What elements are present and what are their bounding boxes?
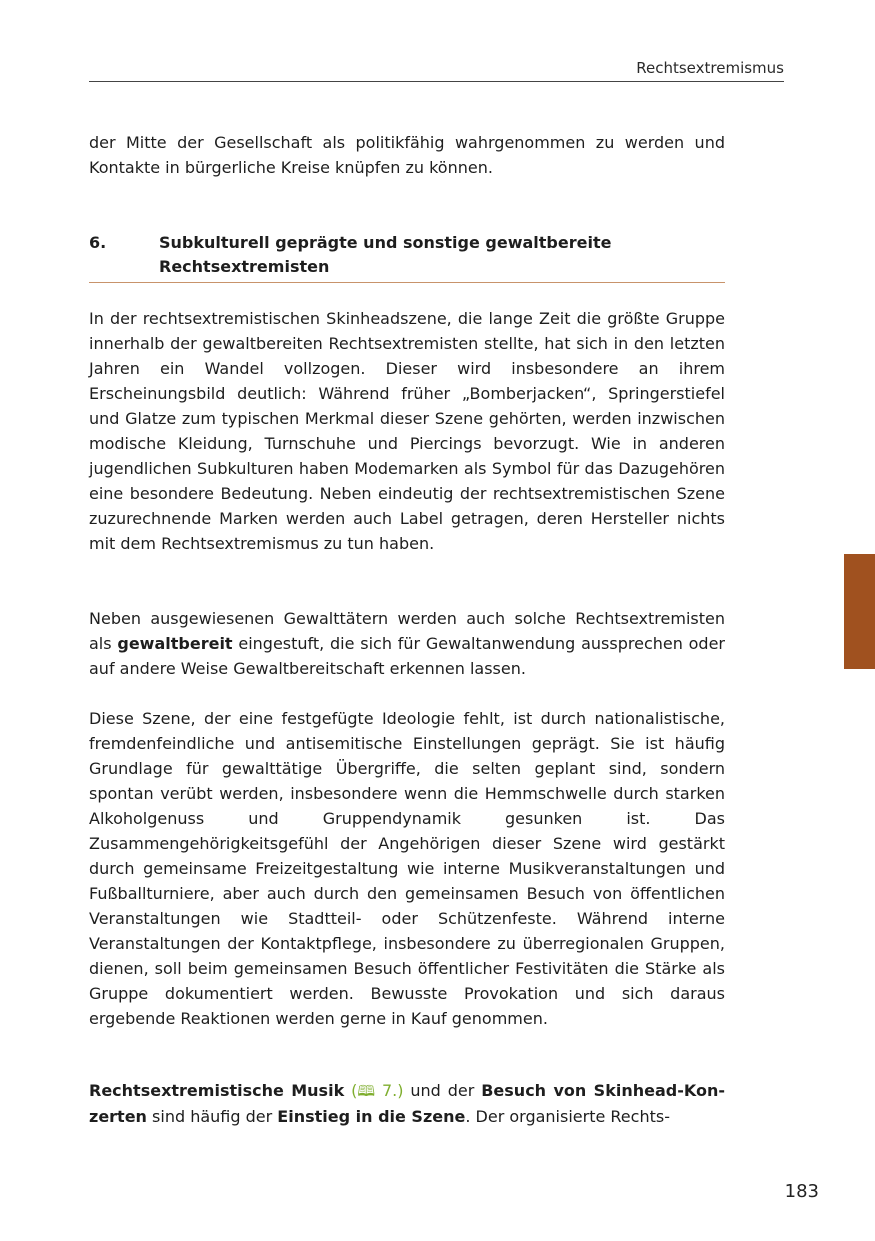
crossref-link[interactable]	[344, 1081, 403, 1100]
paragraph-scene-ideology	[89, 706, 725, 1031]
text-run: . Der organisierte Rechts-	[465, 1107, 670, 1126]
section-heading	[89, 231, 725, 283]
term-concerts: Besuch von Skinhead-Konzerten	[89, 1081, 725, 1126]
text-run: Neben ausgewiesenen Gewalttätern werden auch solche Rechtsextremisten als	[89, 609, 725, 653]
text-run: sind häufig der	[146, 1107, 278, 1126]
crossref-target: 7.)	[375, 1081, 404, 1100]
term-entry: Einstieg in die Szene	[277, 1107, 466, 1126]
text-run: eingestuft, die sich für Gewaltanwendung aussprechen oder auf andere Weise Gewaltbereitschaft erkennen lassen.	[89, 634, 726, 678]
paragraph-violence-ready	[89, 606, 725, 681]
term-gewaltbereit: gewaltbereit	[117, 634, 233, 653]
running-header	[89, 59, 784, 82]
book-icon: 🕮	[357, 1082, 376, 1100]
section-number: 6.	[89, 233, 107, 252]
paragraph-text	[89, 1078, 725, 1129]
running-title: Rechtsextremismus	[636, 59, 784, 77]
intro-text: der Mitte der Gesellschaft als politikfähig wahrgenommen zu werden und Kontakte in bürgerliche Kreise knüpfen zu können.	[89, 133, 725, 177]
paragraph-text: Diese Szene, der eine festgefügte Ideologie fehlt, ist durch nationalistische, fremdenfeindliche und antisemitische Einstellungen geprägt. Sie ist häufig Grundlage für gewalttätige Übergriffe, die selten geplant sind, sondern spontan verübt werden, insbesondere wenn die Hemmschwelle durch starken Alkoholgenuss und Gruppendynamik gesunken ist. Das Zusammengehörigkeitsgefühl der Angehörigen dieser Szene wird gestärkt durch gemeinsame Freizeitgestaltung wie interne Musikveranstaltungen und Fußballturniere, aber auch durch den gemeinsamen Besuch von öffentlichen Veranstaltungen wie Stadtteil- oder Schützenfeste. Während interne Veranstaltungen der Kontaktpflege, insbesondere zu überregionalen Gruppen, dienen, soll beim gemeinsamen Besuch öffentlicher Festivitäten die Stärke als Gruppe dokumentiert werden. Bewusste Provokation und sich daraus ergebende Reaktionen werden gerne in Kauf genommen.	[89, 709, 725, 1028]
term-music: Rechtsextremistische Musik	[89, 1081, 345, 1100]
section-title: Subkulturell geprägte und sonstige gewaltbereite Rechtsextremisten	[159, 233, 612, 276]
chapter-thumb-tab	[844, 554, 875, 669]
paragraph-text	[89, 606, 725, 681]
crossref-paren: (	[344, 1081, 358, 1100]
page-number: 183	[784, 1181, 819, 1202]
text-run: und der	[403, 1081, 482, 1100]
intro-paragraph	[89, 130, 725, 180]
paragraph-music	[89, 1078, 725, 1129]
paragraph-text: In der rechtsextremistischen Skinheadszene, die lange Zeit die größte Gruppe innerhalb der gewaltbereiten Rechtsextremisten stellte, hat sich in den letzten Jahren ein Wandel vollzogen. Dieser wird insbesondere an ihrem Erscheinungsbild deutlich: Während früher „Bomberjacken“, Springerstiefel und Glatze zum typischen Merkmal dieser Szene gehörten, werden inzwischen modische Kleidung, Turnschuhe und Piercings bevorzugt. Wie in anderen jugendlichen Subkulturen haben Modemarken als Symbol für das Dazugehören eine besondere Bedeutung. Neben eindeutig der rechtsextremistischen Szene zuzurechnende Marken werden auch Label getragen, deren Hersteller nichts mit dem Rechtsextremismus zu tun haben.	[89, 309, 725, 553]
paragraph-skinhead-scene	[89, 306, 725, 556]
